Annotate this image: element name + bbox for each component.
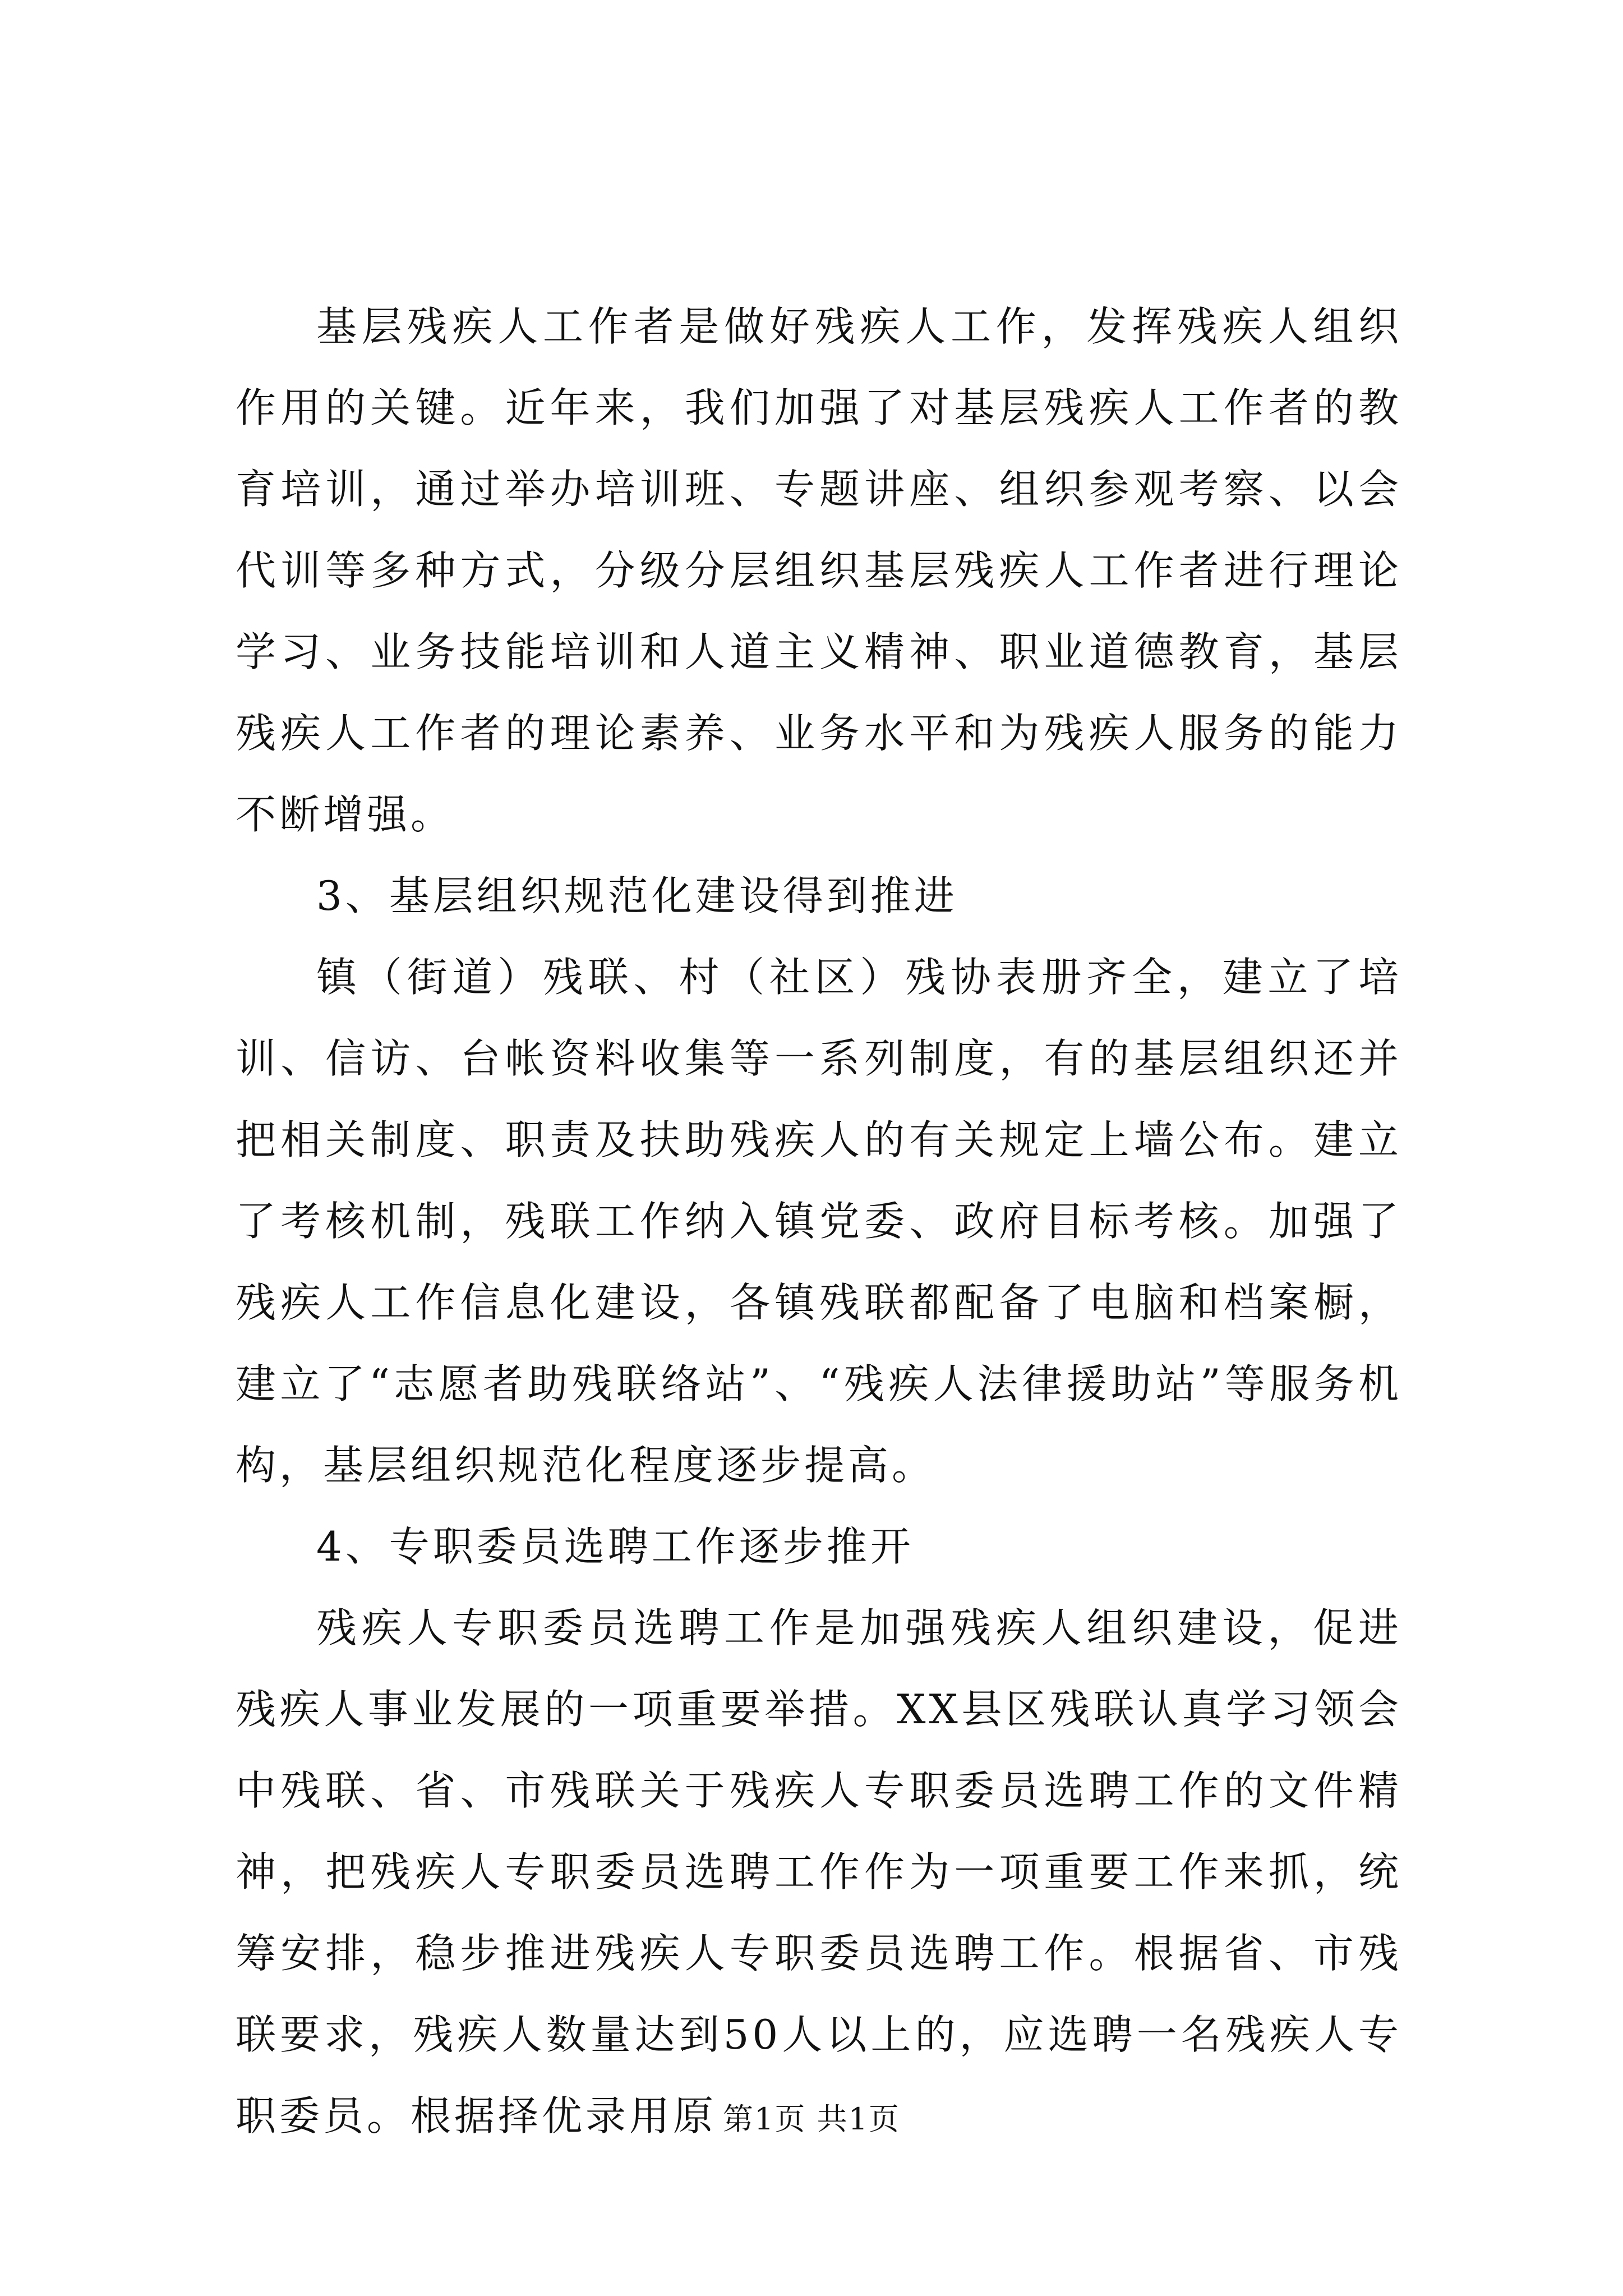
paragraph-standardization: 镇（街道）残联、村（社区）残协表册齐全，建立了培训、信访、台帐资料收集等一系列制度，有的基层组织还并把相关制度、职责及扶助残疾人的有关规定上墙公布。建立了考核机制，残联工作纳入镇党委、政府目标考核。加强了残疾人工作信息化建设，各镇残联都配备了电脑和档案橱，建立了“志愿者助残联络站”、“残疾人法律援助站”等服务机构，基层组织规范化程度逐步提高。 xyxy=(236,954,1402,1489)
page-footer: 第1页 共1页 xyxy=(723,2101,900,2137)
paragraph-training: 基层残疾人工作者是做好残疾人工作，发挥残疾人组织作用的关键。近年来，我们加强了对基层残疾人工作者的教育培训，通过举办培训班、专题讲座、组织参观考察、以会代训等多种方式，分级分层组织基层残疾人工作者进行理论学习、业务技能培训和人道主义精神、职业道德教育，基层残疾人工作者的理论素养、业务水平和为残疾人服务的能力不断增强。 xyxy=(236,303,1402,838)
section-heading-4: 4、专职委员选聘工作逐步推开 xyxy=(316,1523,914,1570)
document-body xyxy=(236,286,1402,2157)
paragraph-committee-selection: 残疾人专职委员选聘工作是加强残疾人组织建设，促进残疾人事业发展的一项重要举措。XX县区残联认真学习领会中残联、省、市残联关于残疾人专职委员选聘工作的文件精神，把残疾人专职委员选聘工作作为一项重要工作来抓，统筹安排，稳步推进残疾人专职委员选聘工作。根据省、市残联要求，残疾人数量达到50人以上的，应选聘一名残疾人专职委员。根据择优录用原 xyxy=(236,1604,1402,2139)
section-heading-3: 3、基层组织规范化建设得到推进 xyxy=(316,872,958,919)
